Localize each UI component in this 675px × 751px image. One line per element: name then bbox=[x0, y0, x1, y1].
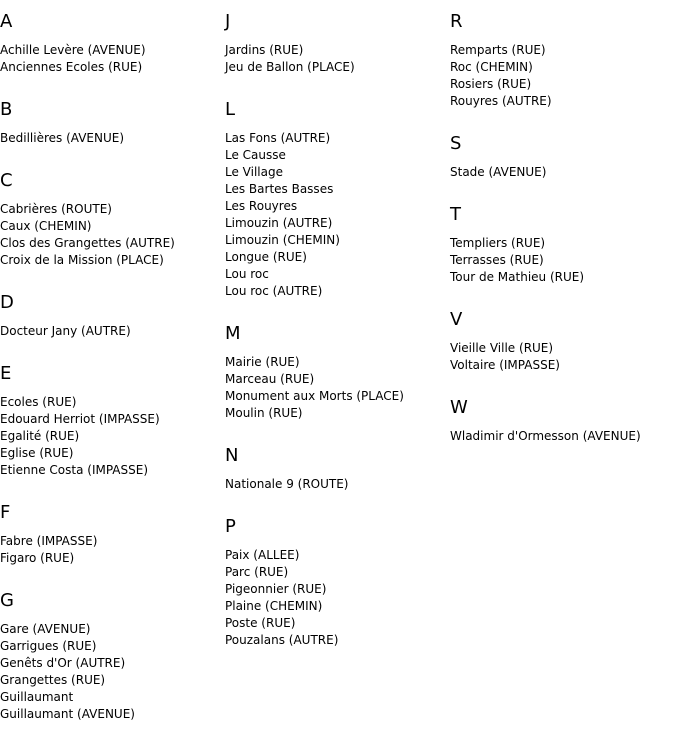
street-list bbox=[225, 547, 450, 649]
street-link[interactable]: Wladimir d'Ormesson (AVENUE) bbox=[450, 429, 641, 443]
street-link[interactable]: Etienne Costa (IMPASSE) bbox=[0, 463, 149, 477]
street-link[interactable]: Lou roc bbox=[225, 267, 269, 281]
index-column-2 bbox=[225, 0, 450, 672]
street-link[interactable]: Mairie (RUE) bbox=[225, 355, 300, 369]
street-link[interactable]: Limouzin (CHEMIN) bbox=[225, 233, 340, 247]
index-column-1 bbox=[0, 0, 225, 746]
street-link[interactable]: Vieille Ville (RUE) bbox=[450, 341, 554, 355]
street-link[interactable]: Parc (RUE) bbox=[225, 565, 289, 579]
letter-heading: C bbox=[0, 170, 13, 191]
letter-group bbox=[0, 170, 225, 269]
street-link[interactable]: Caux (CHEMIN) bbox=[0, 219, 92, 233]
street-link[interactable]: Le Village bbox=[225, 165, 283, 179]
street-link[interactable]: Genêts d'Or (AUTRE) bbox=[0, 656, 126, 670]
letter-group bbox=[225, 323, 450, 422]
street-link[interactable]: Jardins (RUE) bbox=[225, 43, 304, 57]
street-link[interactable]: Rouyres (AUTRE) bbox=[450, 94, 552, 108]
street-link[interactable]: Egalité (RUE) bbox=[0, 429, 80, 443]
street-list bbox=[225, 354, 450, 422]
letter-heading: L bbox=[225, 99, 236, 120]
street-link[interactable]: Rosiers (RUE) bbox=[450, 77, 532, 91]
street-link[interactable]: Pouzalans (AUTRE) bbox=[225, 633, 339, 647]
letter-group bbox=[0, 99, 225, 147]
street-list bbox=[450, 340, 675, 374]
street-link[interactable]: Marceau (RUE) bbox=[225, 372, 315, 386]
letter-heading: G bbox=[0, 590, 14, 611]
street-link[interactable]: Le Causse bbox=[225, 148, 286, 162]
letter-group bbox=[450, 133, 675, 181]
street-list bbox=[0, 621, 225, 723]
street-link[interactable]: Guillaumant (AVENUE) bbox=[0, 707, 135, 721]
street-list bbox=[225, 130, 450, 300]
street-link[interactable]: Fabre (IMPASSE) bbox=[0, 534, 98, 548]
letter-group bbox=[0, 292, 225, 340]
street-link[interactable]: Tour de Mathieu (RUE) bbox=[450, 270, 585, 284]
street-link[interactable]: Jeu de Ballon (PLACE) bbox=[225, 60, 355, 74]
letter-heading: B bbox=[0, 99, 13, 120]
letter-group bbox=[0, 590, 225, 723]
street-link[interactable]: Achille Levère (AVENUE) bbox=[0, 43, 146, 57]
letter-group bbox=[450, 204, 675, 286]
letter-group bbox=[0, 11, 225, 76]
letter-heading: P bbox=[225, 516, 236, 537]
letter-group bbox=[450, 397, 675, 445]
street-list bbox=[0, 201, 225, 269]
street-link[interactable]: Les Bartes Basses bbox=[225, 182, 334, 196]
street-link[interactable]: Nationale 9 (ROUTE) bbox=[225, 477, 349, 491]
street-link[interactable]: Paix (ALLEE) bbox=[225, 548, 300, 562]
street-link[interactable]: Garrigues (RUE) bbox=[0, 639, 97, 653]
letter-group bbox=[225, 445, 450, 493]
street-link[interactable]: Anciennes Ecoles (RUE) bbox=[0, 60, 143, 74]
street-link[interactable]: Cabrières (ROUTE) bbox=[0, 202, 112, 216]
street-link[interactable]: Figaro (RUE) bbox=[0, 551, 75, 565]
letter-heading: V bbox=[450, 309, 463, 330]
street-list bbox=[0, 533, 225, 567]
street-link[interactable]: Edouard Herriot (IMPASSE) bbox=[0, 412, 160, 426]
street-link[interactable]: Moulin (RUE) bbox=[225, 406, 303, 420]
street-link[interactable]: Remparts (RUE) bbox=[450, 43, 546, 57]
letter-group bbox=[450, 309, 675, 374]
street-link[interactable]: Limouzin (AUTRE) bbox=[225, 216, 333, 230]
street-link[interactable]: Gare (AVENUE) bbox=[0, 622, 91, 636]
index-column-3 bbox=[450, 0, 675, 468]
letter-heading: E bbox=[0, 363, 12, 384]
letter-heading: W bbox=[450, 397, 468, 418]
letter-heading: T bbox=[450, 204, 461, 225]
letter-heading: S bbox=[450, 133, 462, 154]
street-list bbox=[0, 394, 225, 479]
street-list bbox=[0, 323, 225, 340]
letter-group bbox=[450, 11, 675, 110]
street-link[interactable]: Poste (RUE) bbox=[225, 616, 296, 630]
street-link[interactable]: Eglise (RUE) bbox=[0, 446, 74, 460]
letter-group bbox=[0, 502, 225, 567]
street-link[interactable]: Templiers (RUE) bbox=[450, 236, 546, 250]
letter-heading: N bbox=[225, 445, 239, 466]
street-list bbox=[225, 476, 450, 493]
street-list bbox=[225, 42, 450, 76]
street-list bbox=[0, 130, 225, 147]
street-link[interactable]: Grangettes (RUE) bbox=[0, 673, 106, 687]
street-link[interactable]: Guillaumant bbox=[0, 690, 74, 704]
letter-group bbox=[0, 363, 225, 479]
street-link[interactable]: Stade (AVENUE) bbox=[450, 165, 547, 179]
letter-heading: R bbox=[450, 11, 463, 32]
street-link[interactable]: Las Fons (AUTRE) bbox=[225, 131, 331, 145]
street-link[interactable]: Monument aux Morts (PLACE) bbox=[225, 389, 404, 403]
street-list bbox=[450, 235, 675, 286]
street-link[interactable]: Pigeonnier (RUE) bbox=[225, 582, 327, 596]
letter-heading: D bbox=[0, 292, 14, 313]
street-link[interactable]: Voltaire (IMPASSE) bbox=[450, 358, 560, 372]
street-list bbox=[450, 42, 675, 110]
street-list bbox=[450, 164, 675, 181]
letter-heading: M bbox=[225, 323, 241, 344]
street-link[interactable]: Clos des Grangettes (AUTRE) bbox=[0, 236, 175, 250]
street-link[interactable]: Ecoles (RUE) bbox=[0, 395, 77, 409]
street-link[interactable]: Longue (RUE) bbox=[225, 250, 307, 264]
street-link[interactable]: Lou roc (AUTRE) bbox=[225, 284, 323, 298]
street-link[interactable]: Roc (CHEMIN) bbox=[450, 60, 533, 74]
letter-heading: J bbox=[225, 11, 231, 32]
letter-group bbox=[225, 516, 450, 649]
street-link[interactable]: Les Rouyres bbox=[225, 199, 298, 213]
letter-heading: F bbox=[0, 502, 11, 523]
street-list bbox=[450, 428, 675, 445]
letter-group bbox=[225, 11, 450, 76]
street-list bbox=[0, 42, 225, 76]
street-link[interactable]: Bedillières (AVENUE) bbox=[0, 131, 125, 145]
street-link[interactable]: Croix de la Mission (PLACE) bbox=[0, 253, 164, 267]
letter-heading: A bbox=[0, 11, 13, 32]
street-link[interactable]: Plaine (CHEMIN) bbox=[225, 599, 323, 613]
street-link[interactable]: Terrasses (RUE) bbox=[450, 253, 544, 267]
street-link[interactable]: Docteur Jany (AUTRE) bbox=[0, 324, 131, 338]
letter-group bbox=[225, 99, 450, 300]
